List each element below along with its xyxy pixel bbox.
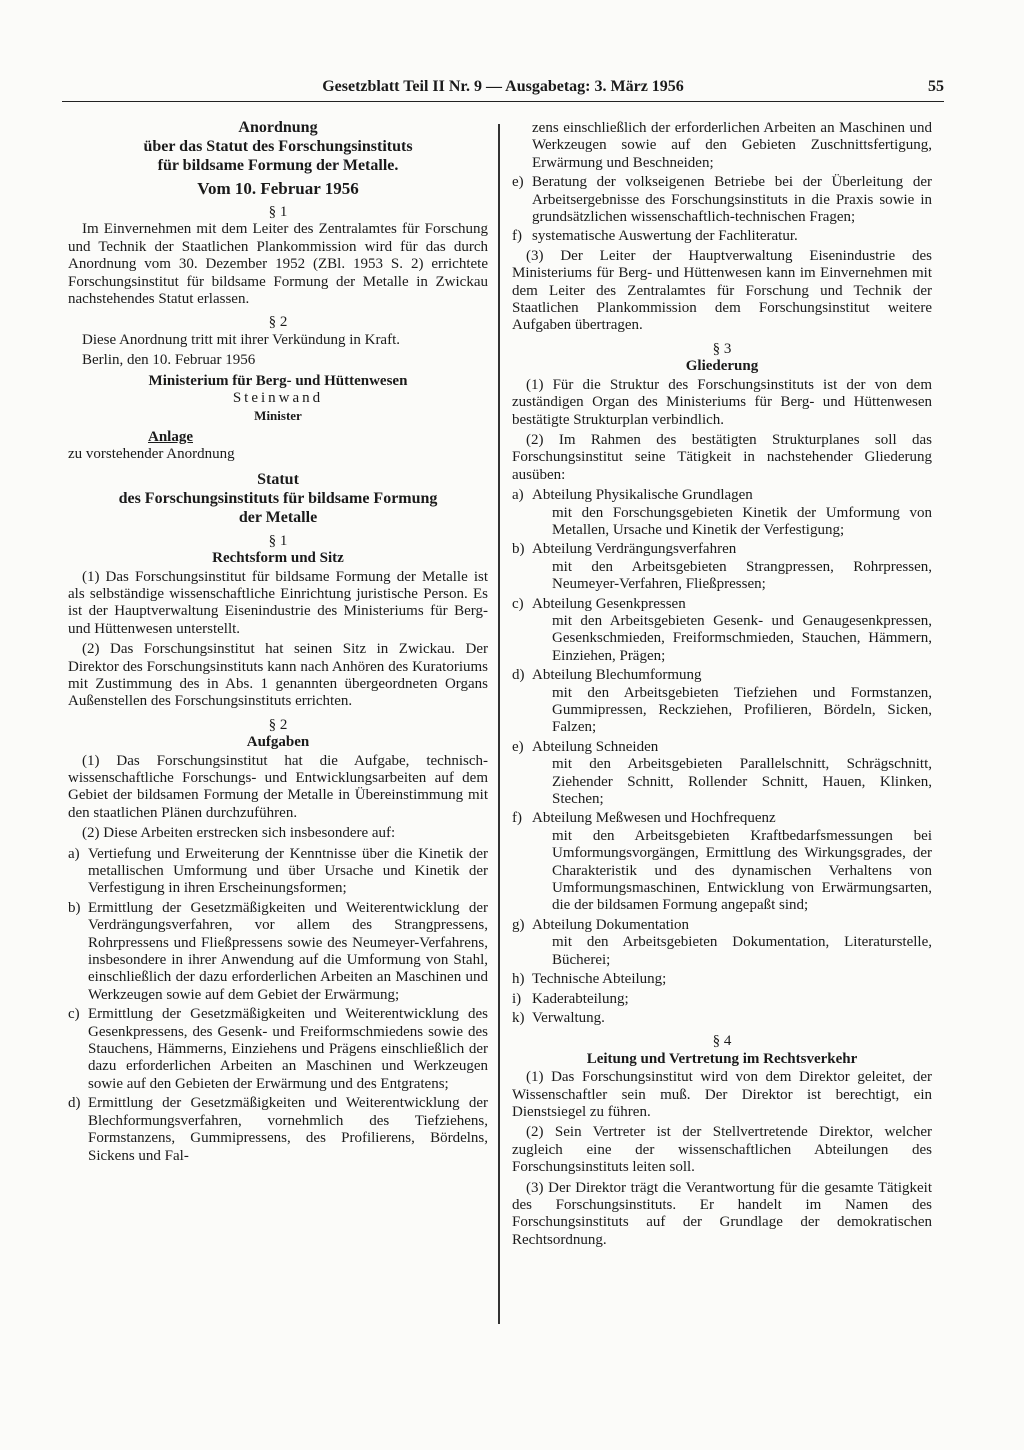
aufgaben-item-f	[512, 228, 932, 245]
page-header	[62, 75, 944, 102]
aufgaben-item-a	[68, 846, 488, 898]
item-mark: b)	[68, 899, 81, 916]
statut-s1-p2: (2) Das Forschungsinstitut hat seinen Sitz in Zwickau. Der Direktor des Forschungsinstituts kann nach Anhören des Kuratoriums mit Zustimmung des in Abs. 1 genannten übergeordneten Organs Außenstellen des Forschungsinstituts errichten.	[68, 641, 488, 710]
aufgaben-item-e	[512, 174, 932, 226]
aufgaben-item-d	[68, 1095, 488, 1164]
anordnung-date: Vom 10. Februar 1956	[197, 179, 359, 198]
item-text: Beratung der volkseigenen Betriebe bei der Überleitung der Arbeitsergebnisse des Forschungsinstituts in die Praxis sowie in grundsätzlichen wissenschaftlich-technischen Fragen;	[532, 174, 932, 226]
gliederung-item-g	[512, 917, 932, 969]
anordnung-s2-number: § 2	[268, 314, 288, 331]
statut-title-3: der Metalle	[238, 508, 318, 526]
item-title: Abteilung Dokumentation	[532, 916, 690, 933]
item-text: Vertiefung und Erweiterung der Kenntnisse über die Kinetik der metallischen Umformung und über Ursache und Kinetik der Verfestigung in ihren Erscheinungsformen;	[88, 845, 488, 897]
gliederung-item-h	[512, 971, 932, 988]
aufgaben-item-b	[68, 900, 488, 1004]
statut-title-1: Statut	[257, 470, 299, 488]
item-mark: h)	[512, 971, 525, 988]
signer-role: Minister	[254, 408, 302, 424]
item-mark: b)	[512, 541, 525, 558]
statut-s4-p1: (1) Das Forschungsinstitut wird von dem Direktor geleitet, der Wissenschaftler sein muß. Der Direktor ist berechtigt, ein Dienstsiegel zu führen.	[512, 1069, 932, 1120]
statut-s2-p2: (2) Diese Arbeiten erstrecken sich insbesondere auf:	[82, 825, 396, 842]
item-detail: mit den Arbeitsgebieten Kraftbedarfsmessungen bei Umformungsvorgängen, Ermittlung des Wirkungsgrades, der Charakteristik und des dynamischen Verhaltens von Umformungsmaschinen, Entwicklung von Erwärmungsarten, die der bildsamen Formung angepaßt sind;	[552, 827, 932, 914]
item-mark: d)	[512, 667, 525, 684]
statut-s3-title: Gliederung	[685, 358, 759, 375]
anordnung-title-2: über das Statut des Forschungsinstituts	[143, 138, 413, 155]
statut-s1-p1: (1) Das Forschungsinstitut für bildsame Formung der Metalle ist als selbständige wissenschaftliche Einrichtung juristische Person. Es ist der Hauptverwaltung Eisenindustrie des Ministeriums für Berg- und Hüttenwesen unterstellt.	[68, 568, 488, 637]
item-detail: mit den Arbeitsgebieten Gesenk- und Genaugesenkpressen, Gesenkschmieden, Freiformschmieden, Stauchen, Hämmern, Einziehen, Prägen;	[552, 612, 932, 664]
anordnung-s1-number: § 1	[268, 204, 288, 220]
ministry-name: Ministerium für Berg- und Hüttenwesen	[148, 372, 408, 389]
statut-s4-number: § 4	[712, 1033, 732, 1050]
anordnung-s2-text: Diese Anordnung tritt mit ihrer Verkündung in Kraft.	[82, 331, 401, 348]
column-divider	[498, 124, 500, 1324]
header-title: Gesetzblatt Teil II Nr. 9 — Ausgabetag: 3. März 1956	[322, 78, 684, 95]
item-detail: mit den Arbeitsgebieten Tiefziehen und Formstanzen, Gummipressen, Reckziehen, Profilieren, Bördeln, Sicken, Falzen;	[552, 684, 932, 736]
item-mark: c)	[512, 595, 524, 612]
statut-s1-title: Rechtsform und Sitz	[212, 550, 344, 567]
item-text: systematische Auswertung der Fachliteratur.	[532, 228, 798, 245]
aufgaben-item-d-continued	[512, 120, 932, 172]
item-mark: e)	[512, 174, 524, 191]
place-date: Berlin, den 10. Februar 1956	[82, 352, 256, 369]
anordnung-s1-text: Im Einvernehmen mit dem Leiter des Zentralamtes für Forschung und Technik der Staatlichen Plankommission wird für das durch Anordnung vom 30. Dezember 1952 (ZBl. 1953 S. 2) errichtete Forschungsinstitut für bildsame Formung der Metalle in Zwickau nachstehendes Statut erlassen.	[68, 221, 488, 308]
item-detail: mit den Arbeitsgebieten Strangpressen, Rohrpressen, Neumeyer-Verfahren, Fließpressen;	[552, 558, 932, 593]
item-mark: c)	[68, 1006, 80, 1023]
anlage-reference: zu vorstehender Anordnung	[68, 446, 235, 463]
anordnung-title-3: für bildsame Formung der Metalle.	[157, 157, 399, 174]
gliederung-item-e	[512, 739, 932, 809]
item-detail: mit den Forschungsgebieten Kinetik der Umformung von Metallen, Ursache und Kinetik der Verfestigung;	[552, 504, 932, 538]
statut-s2-p3: (3) Der Leiter der Hauptverwaltung Eisenindustrie des Ministeriums für Berg- und Hüttenwesen kann im Einvernehmen mit dem Leiter des Zentralamtes für Forschung und Technik der Staatlichen Plankommission dem Forschungsinstitut weitere Aufgaben übertragen.	[512, 247, 932, 334]
item-title: Abteilung Schneiden	[532, 738, 659, 755]
item-title: Abteilung Physikalische Grundlagen	[532, 487, 753, 504]
statut-s4-title: Leitung und Vertretung im Rechtsverkehr	[586, 1050, 858, 1067]
item-text: Ermittlung der Gesetzmäßigkeiten und Weiterentwicklung des Gesenkpressens, des Gesenk- und Freiformschmiedens sowie des Stauchens, Hämmerns, Einziehens und Prägens einschließlich der dazu erforderlichen Arbeiten an Maschinen und Werkzeugen sowie auf den Gebieten der Erwärmung und des Entgratens;	[88, 1006, 488, 1092]
anlage-label: Anlage	[148, 428, 193, 445]
item-mark: f)	[512, 228, 522, 245]
page-number: 55	[928, 78, 944, 95]
gliederung-item-a	[512, 487, 932, 539]
gliederung-item-i	[512, 991, 932, 1008]
item-mark: k)	[512, 1009, 525, 1026]
statut-s3-number: § 3	[712, 340, 732, 357]
item-text-d-rest: zens einschließlich der erforderlichen Arbeiten an Maschinen und Werkzeugen sowie auf den Gebieten Zuschnittsfertigung, Erwärmung und Beschneiden;	[532, 120, 932, 171]
item-detail: mit den Arbeitsgebieten Dokumentation, Literaturstelle, Bücherei;	[552, 934, 932, 968]
left-column	[68, 118, 488, 1164]
statut-title-2: des Forschungsinstituts für bildsame Formung	[118, 489, 438, 507]
item-title: Abteilung Verdrängungsverfahren	[532, 541, 737, 558]
item-mark: a)	[512, 487, 524, 504]
gliederung-item-c	[512, 596, 932, 666]
gliederung-item-k	[512, 1010, 932, 1027]
statut-s2-p1: (1) Das Forschungsinstitut hat die Aufgabe, technisch-wissenschaftliche Forschungs- und Entwicklungsarbeiten auf dem Gebiet der bildsamen Formung der Metalle in Übereinstimmung mit den staatlichen Plänen durchzuführen.	[68, 752, 488, 821]
item-text: Ermittlung der Gesetzmäßigkeiten und Weiterentwicklung der Verdrängungsverfahren, vor allem des Strangpressens, Rohrpressens und Fließpressens sowie des Neumeyer-Verfahrens, insbesondere in ihrer Anwendung auf die Umformung von Stahl, einschließlich der dazu erforderlichen Arbeiten an Maschinen und Werkzeugen sowie auf dem Gebiet der Erwärmung;	[88, 899, 488, 1003]
item-mark: i)	[512, 990, 522, 1007]
item-text-d-start: Ermittlung der Gesetzmäßigkeiten und Weiterentwicklung der Blechformungsverfahren, vornehmlich des Tiefziehens, Formstanzens, Gummipressens, des Profilierens, Bördelns, Sickens und Fal-	[88, 1095, 488, 1164]
item-title: Abteilung Blechumformung	[532, 667, 702, 684]
statut-s4-p3: (3) Der Direktor trägt die Verantwortung für die gesamte Tätigkeit des Forschungsinstituts. Er handelt im Namen des Forschungsinstituts auf der Grundlage der demokratischen Rechtsordnung.	[512, 1179, 932, 1248]
statut-s2-title: Aufgaben	[246, 734, 310, 751]
right-column	[512, 120, 932, 1252]
anordnung-title-1: Anordnung	[238, 119, 318, 136]
gliederung-item-f	[512, 810, 932, 914]
statut-s3-p2: (2) Im Rahmen des bestätigten Strukturplanes soll das Forschungsinstitut seine Tätigkeit in nachstehender Gliederung ausüben:	[512, 431, 932, 483]
item-title: Abteilung Gesenkpressen	[532, 595, 686, 612]
item-title: Technische Abteilung;	[532, 971, 667, 988]
item-mark: g)	[512, 916, 525, 933]
item-mark: e)	[512, 738, 524, 755]
aufgaben-item-c	[68, 1006, 488, 1093]
item-mark: d)	[68, 1095, 81, 1112]
item-detail: mit den Arbeitsgebieten Parallelschnitt, Schrägschnitt, Ziehender Schnitt, Rollender Schnitt, Hauen, Klinken, Stechen;	[552, 756, 932, 808]
gliederung-item-b	[512, 541, 932, 593]
signer-name: Steinwand	[232, 390, 324, 407]
statut-s2-number: § 2	[268, 716, 288, 733]
gliederung-item-d	[512, 667, 932, 737]
statut-s3-p1: (1) Für die Struktur des Forschungsinstituts ist der von dem zuständigen Organ des Ministeriums für Berg- und Hüttenwesen bestätigte Strukturplan verbindlich.	[512, 376, 932, 428]
item-title: Kaderabteilung;	[532, 990, 629, 1007]
item-title: Verwaltung.	[532, 1009, 605, 1026]
item-mark: a)	[68, 845, 80, 862]
item-mark: f)	[512, 810, 522, 827]
statut-s4-p2: (2) Sein Vertreter ist der Stellvertretende Direktor, welcher zugleich eine der wissenschaftlichen Abteilungen des Forschungsinstituts leiten soll.	[512, 1124, 932, 1176]
statut-s1-number: § 1	[268, 532, 288, 549]
item-title: Abteilung Meßwesen und Hochfrequenz	[532, 810, 776, 827]
